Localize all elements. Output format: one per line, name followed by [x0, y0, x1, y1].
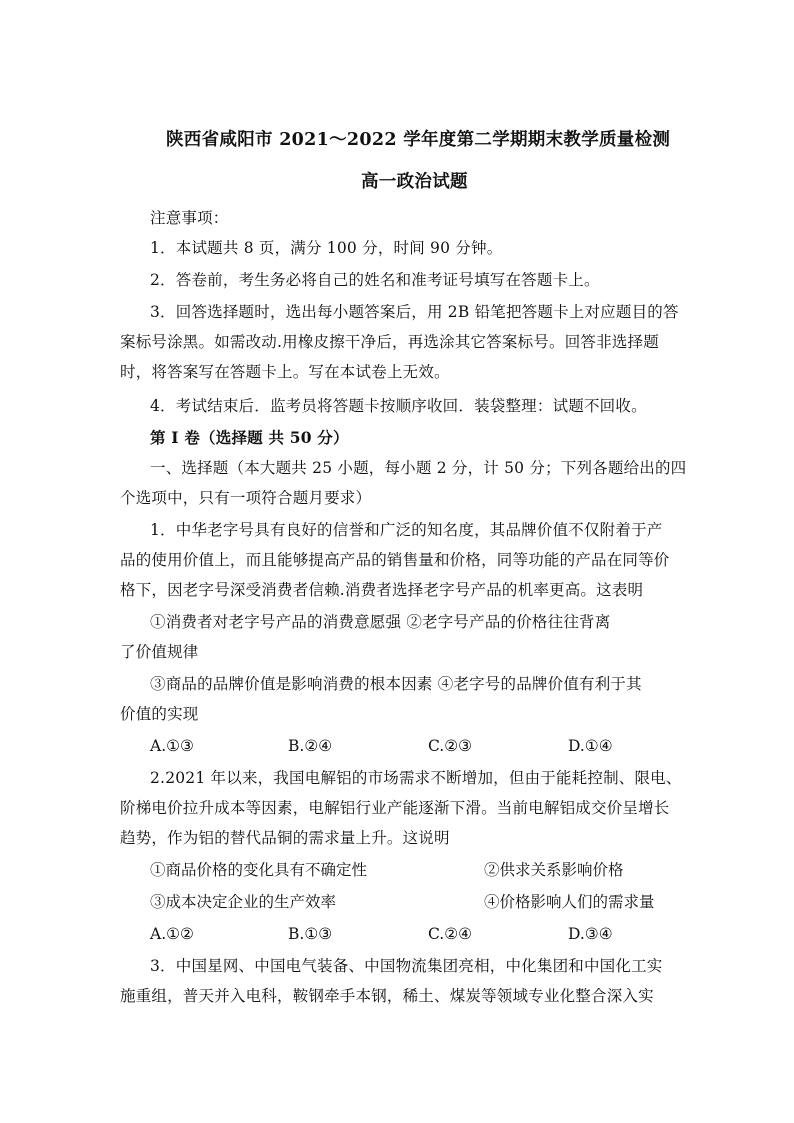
question-2-statement: ④价格影响人们的需求量: [484, 893, 655, 911]
question-2-stem: 阶梯电价拉升成本等因素，电解铝行业产能逐渐下滑。当前电解铝成交价呈增长: [120, 799, 670, 817]
question-2-statement: ①商品价格的变化具有不确定性: [150, 861, 368, 879]
question-2-stem: 趋势，作为铝的替代品铜的需求量上升。这说明: [120, 829, 450, 847]
option-d: D.①④: [568, 737, 613, 755]
question-1-statement: 了价值规律: [120, 643, 199, 661]
notice-item: 时，将答案写在答题卡上。写在本试卷上无效。: [120, 363, 450, 381]
option-b: B.②④: [288, 737, 333, 755]
question-1-stem: 品的使用价值上，而且能够提高产品的销售量和价格，同等功能的产品在同等价: [120, 551, 670, 569]
option-c: C.②③: [428, 737, 473, 755]
option-c: C.②④: [428, 925, 473, 943]
exam-subtitle: 高一政治试题: [361, 172, 468, 192]
question-1-statement: ①消费者对老字号产品的消费意愿强 ②老字号产品的价格往往背离: [150, 613, 611, 631]
option-a: A.①②: [150, 925, 194, 943]
option-d: D.③④: [568, 925, 613, 943]
notice-item: 案标号涂黑。如需改动.用橡皮擦干净后，再选涂其它答案标号。回答非选择题: [120, 333, 659, 351]
notice-item: 4．考试结束后．监考员将答题卡按顺序收回．装袋整理：试题不回收。: [150, 397, 647, 415]
option-a: A.①③: [150, 737, 194, 755]
question-3-stem: 施重组，普天并入电科，鞍钢牵手本钢，稀土、煤炭等领域专业化整合深入实: [120, 987, 654, 1005]
question-1-stem: 1．中华老字号具有良好的信誉和广泛的知名度，其品牌价值不仅附着于产: [150, 521, 663, 539]
exam-title: 陕西省咸阳市 2021～2022 学年度第二学期期末教学质量检测: [166, 130, 671, 150]
question-2-stem: 2.2021 年以来，我国电解铝的市场需求不断增加，但由于能耗控制、限电、: [150, 769, 682, 787]
question-1-statement: ③商品的品牌价值是影响消费的根本因素 ④老字号的品牌价值有利于其: [150, 675, 642, 693]
question-1-stem: 格下，因老字号深受消费者信赖.消费者选择老字号产品的机率更高。这表明: [120, 581, 644, 599]
section-intro: 一、选择题（本大题共 25 小题，每小题 2 分，计 50 分；下列各题给出的四: [150, 459, 687, 477]
option-b: B.①③: [288, 925, 333, 943]
section-title: 第 I 卷（选择题 共 50 分）: [150, 428, 349, 447]
question-2-statement: ③成本决定企业的生产效率: [150, 893, 337, 911]
section-intro: 个选项中，只有一项符合题月要求）: [120, 489, 372, 507]
notice-item: 2．答卷前，考生务必将自己的姓名和准考证号填写在答题卡上。: [150, 271, 600, 289]
question-3-stem: 3．中国星网、中国电气装备、中国物流集团亮相，中化集团和中国化工实: [150, 957, 663, 975]
notice-item: 3．回答选择题时，选出每小题答案后，用 2B 铅笔把答题卡上对应题目的答: [150, 303, 679, 321]
question-2-statement: ②供求关系影响价格: [484, 861, 624, 879]
notice-heading: 注意事项：: [150, 209, 229, 227]
question-1-statement: 价值的实现: [120, 705, 199, 723]
notice-item: 1．本试题共 8 页，满分 100 分，时间 90 分钟。: [150, 239, 503, 257]
